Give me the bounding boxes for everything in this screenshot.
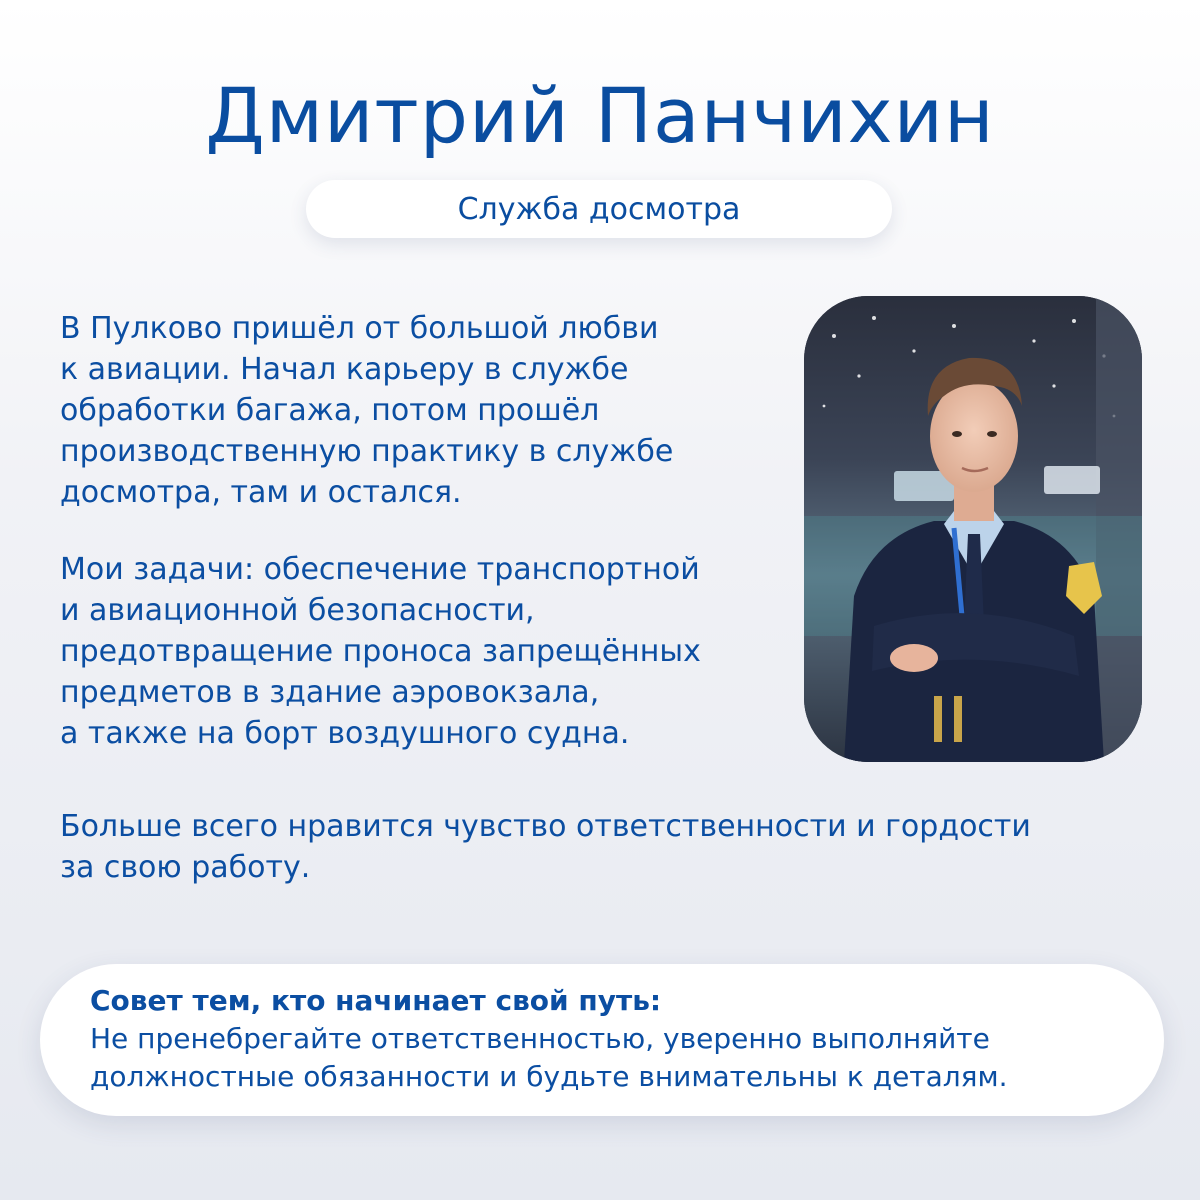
bio-tasks-paragraph	[60, 549, 790, 754]
tasks-line: Мои задачи: обеспечение транспортной	[60, 552, 700, 587]
eye	[987, 431, 997, 437]
tasks-line: и авиационной безопасности,	[60, 593, 535, 628]
department-pill	[306, 180, 892, 238]
likes-paragraph	[60, 806, 1120, 888]
likes-line: Больше всего нравится чувство ответственности и гордости	[60, 809, 1031, 844]
likes-line: за свою работу.	[60, 850, 311, 885]
employee-photo	[804, 296, 1142, 762]
sleeve-stripe	[954, 696, 962, 742]
eye	[952, 431, 962, 437]
bio-line: обработки багажа, потом прошёл	[60, 393, 600, 428]
hand	[890, 644, 938, 672]
sign-right	[1044, 466, 1100, 494]
portrait-illustration	[804, 296, 1142, 762]
advice-line: должностные обязанности и будьте внимательны к деталям.	[90, 1060, 1008, 1093]
bio-text-block	[60, 308, 790, 754]
bio-intro-paragraph	[60, 308, 790, 513]
employee-name: Дмитрий Панчихин	[205, 71, 995, 160]
tasks-line: предотвращение проноса запрещённых	[60, 634, 701, 669]
department-label: Служба досмотра	[457, 191, 741, 227]
advice-text	[90, 982, 1134, 1096]
advice-title: Совет тем, кто начинает свой путь:	[90, 984, 662, 1017]
bio-line: к авиации. Начал карьеру в службе	[60, 352, 629, 387]
tasks-line: а также на борт воздушного судна.	[60, 716, 630, 751]
bio-line: производственную практику в службе	[60, 434, 674, 469]
tasks-line: предметов в здание аэровокзала,	[60, 675, 600, 710]
sleeve-stripe	[934, 696, 942, 742]
advice-line: Не пренебрегайте ответственностью, уверенно выполняйте	[90, 1022, 990, 1055]
bio-line: досмотра, там и остался.	[60, 475, 462, 510]
face	[930, 380, 1018, 492]
advice-card	[40, 964, 1164, 1116]
bio-line: В Пулково пришёл от большой любви	[60, 311, 659, 346]
